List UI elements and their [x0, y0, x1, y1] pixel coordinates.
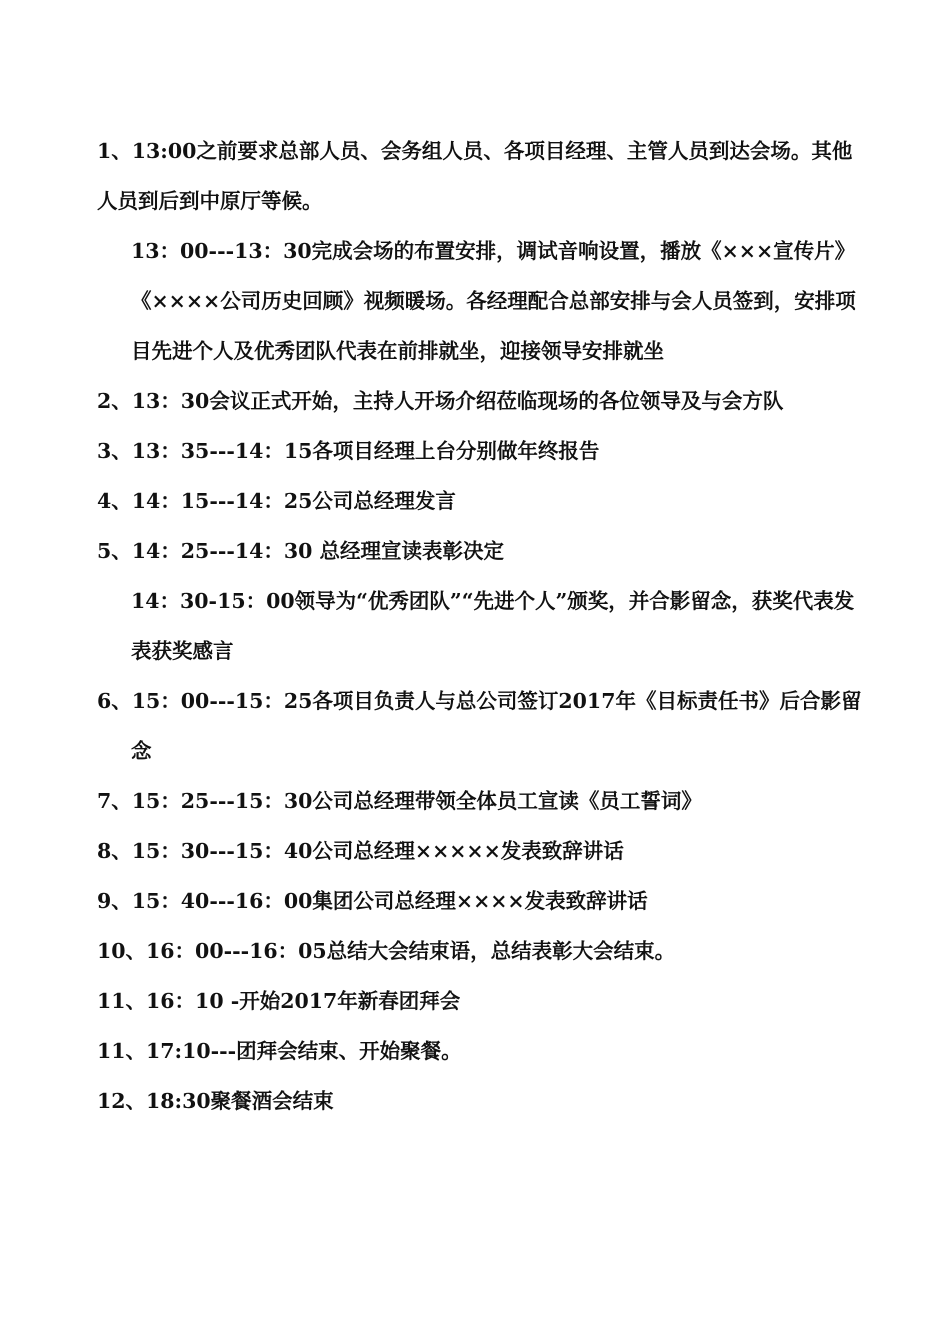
schedule-item-12: 12、18:30聚餐酒会结束	[97, 1089, 334, 1113]
schedule-item-11a: 11、16：10 -开始2017年新春团拜会	[97, 989, 461, 1013]
schedule-list	[97, 126, 867, 1126]
schedule-item-6: 6、15：00---15：25各项目负责人与总公司签订2017年《目标责任书》后合影留念	[97, 689, 862, 763]
schedule-item-1-detail: 13：00---13：30完成会场的布置安排，调试音响设置，播放《×××宣传片》《××××公司历史回顾》视频暖场。各经理配合总部安排与会人员签到，安排项目先进个人及优秀团队代表在前排就坐，迎接领导安排就坐	[131, 239, 856, 363]
schedule-item-8: 8、15：30---15：40公司总经理×××××发表致辞讲话	[97, 839, 624, 863]
schedule-item-5: 5、14：25---14：30 总经理宣读表彰决定	[97, 539, 505, 563]
schedule-item-2: 2、13：30会议正式开始，主持人开场介绍莅临现场的各位领导及与会方队	[97, 389, 784, 413]
schedule-item-1: 1、13:00之前要求总部人员、会务组人员、各项目经理、主管人员到达会场。其他人员到后到中原厅等候。	[97, 139, 853, 213]
schedule-item-10: 10、16：00---16：05总结大会结束语，总结表彰大会结束。	[97, 939, 676, 963]
schedule-item-9: 9、15：40---16：00集团公司总经理××××发表致辞讲话	[97, 889, 648, 913]
schedule-item-5-detail: 14：30-15：00领导为“优秀团队”“先进个人”颁奖，并合影留念，获奖代表发表获奖感言	[131, 589, 855, 663]
schedule-item-11b: 11、17:10---团拜会结束、开始聚餐。	[97, 1039, 462, 1063]
schedule-item-3: 3、13：35---14：15各项目经理上台分别做年终报告	[97, 439, 600, 463]
schedule-item-4: 4、14：15---14：25公司总经理发言	[97, 489, 456, 513]
schedule-item-7: 7、15：25---15：30公司总经理带领全体员工宣读《员工誓词》	[97, 789, 702, 813]
